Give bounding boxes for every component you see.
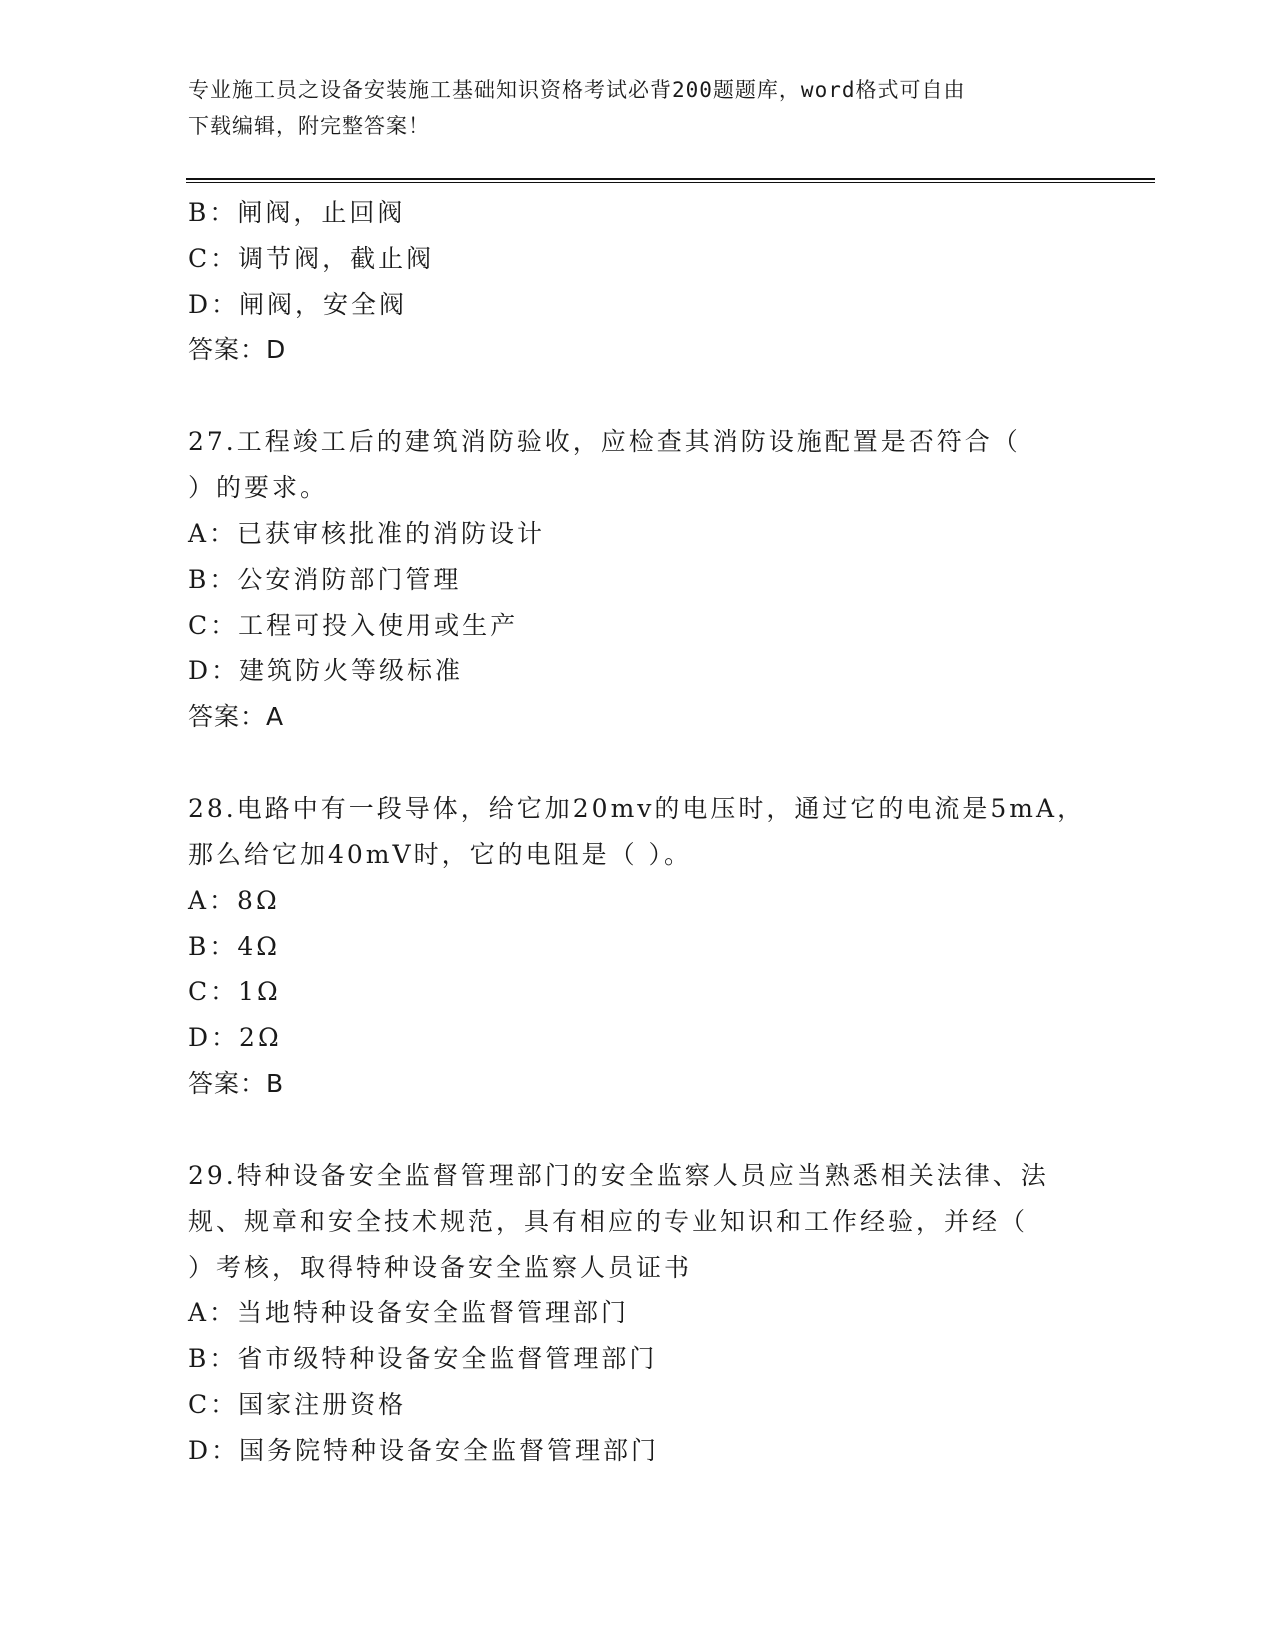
question-list — [188, 190, 1088, 1474]
question-text-line: 27.工程竣工后的建筑消防验收，应检查其消防设施配置是否符合（ — [188, 427, 1021, 457]
question-text-line: 那么给它加40mV时，它的电阻是（ ）。 — [188, 839, 693, 869]
option-c: C：工程可投入使用或生产 — [188, 610, 519, 640]
option-d: D：2Ω — [188, 1023, 282, 1053]
header-line-2: 下载编辑，附完整答案！ — [188, 114, 430, 138]
question-29-text — [188, 1153, 1088, 1290]
option-d: D：建筑防火等级标准 — [188, 656, 464, 686]
header-divider-thin — [186, 182, 1155, 183]
option-a: A：已获审核批准的消防设计 — [188, 518, 546, 548]
answer-line: 答案：B — [188, 1068, 285, 1098]
option-c: C：调节阀，截止阀 — [188, 243, 435, 273]
option-b: B：省市级特种设备安全监督管理部门 — [188, 1344, 658, 1374]
question-text-line: 规、规章和安全技术规范，具有相应的专业知识和工作经验，并经（ — [188, 1206, 1029, 1236]
option-d: D：闸阀，安全阀 — [188, 289, 408, 319]
answer-line: 答案：A — [188, 702, 285, 732]
option-b: B：4Ω — [188, 931, 281, 961]
option-c: C：1Ω — [188, 977, 281, 1007]
option-d: D：国务院特种设备安全监督管理部门 — [188, 1435, 660, 1465]
question-27-text — [188, 419, 1088, 511]
question-text-line: 28.电路中有一段导体，给它加20mv的电压时，通过它的电流是5mA， — [188, 794, 1086, 824]
question-text-line: ）的要求。 — [188, 473, 329, 503]
header-divider-thick — [186, 178, 1155, 180]
option-a: A：8Ω — [188, 885, 280, 915]
option-a: A：当地特种设备安全监督管理部门 — [188, 1298, 630, 1328]
question-text-line: ）考核，取得特种设备安全监察人员证书 — [188, 1252, 693, 1282]
option-c: C：国家注册资格 — [188, 1389, 407, 1419]
option-b: B：公安消防部门管理 — [188, 564, 462, 594]
question-28-text — [188, 786, 1088, 878]
header-line-1: 专业施工员之设备安装施工基础知识资格考试必背200题题库，word格式可自由 — [188, 78, 966, 102]
document-header — [188, 72, 1088, 144]
answer-line: 答案：D — [188, 335, 287, 365]
option-b: B：闸阀，止回阀 — [188, 198, 406, 227]
question-text-line: 29.特种设备安全监督管理部门的安全监察人员应当熟悉相关法律、法 — [188, 1160, 1049, 1190]
